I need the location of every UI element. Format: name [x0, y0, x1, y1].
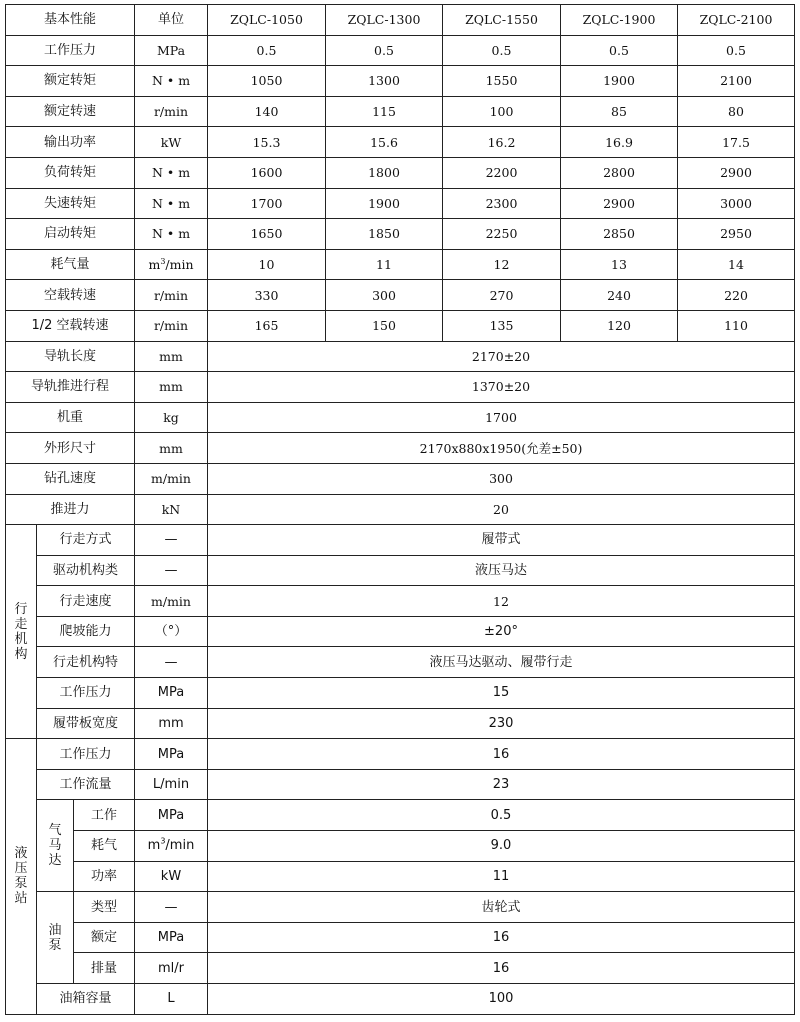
cell-value: 2800: [561, 157, 678, 188]
cell-value: 165: [208, 310, 326, 341]
row-label: 额定: [74, 922, 135, 953]
cell-value: 230: [208, 708, 795, 739]
row-label: 钻孔速度: [6, 463, 135, 494]
cell-value: 15.3: [208, 127, 326, 158]
row-label: 1/2 空载转速: [6, 310, 135, 341]
row-unit: kW: [135, 127, 208, 158]
cell-value: 23: [208, 769, 795, 800]
cell-value: 0.5: [208, 35, 326, 66]
header-unit: 单位: [135, 5, 208, 36]
table-row: [6, 892, 795, 923]
cell-value: 16.9: [561, 127, 678, 158]
cell-value: 100: [208, 984, 795, 1015]
row-label: 油箱容量: [37, 984, 135, 1015]
cell-value: 16.2: [443, 127, 561, 158]
cell-value: 1900: [326, 188, 443, 219]
cell-value: 2100: [678, 66, 795, 97]
row-label: 类型: [74, 892, 135, 923]
cell-value: 14: [678, 249, 795, 280]
subgroup-label-oil-pump: 油泵: [37, 892, 74, 984]
row-unit: mm: [135, 433, 208, 464]
table-row: [6, 433, 795, 464]
row-unit: $m^3/\min$: [135, 249, 208, 280]
cell-value: 17.5: [678, 127, 795, 158]
row-unit: r/min: [135, 280, 208, 311]
cell-value: 220: [678, 280, 795, 311]
row-unit: mm: [135, 708, 208, 739]
table-row: [6, 953, 795, 984]
header-model: ZQLC-1900: [561, 5, 678, 36]
cell-value: 16: [208, 953, 795, 984]
row-label: 工作流量: [37, 769, 135, 800]
cell-value: 11: [208, 861, 795, 892]
cell-value: 9.0: [208, 831, 795, 862]
cell-value: 110: [678, 310, 795, 341]
row-label: 功率: [74, 861, 135, 892]
row-label: 耗气量: [6, 249, 135, 280]
cell-value: 1700: [208, 402, 795, 433]
table-row: [6, 310, 795, 341]
row-label: 工作压力: [37, 739, 135, 770]
row-unit: MPa: [135, 800, 208, 831]
subgroup-label-air-motor: 气马达: [37, 800, 74, 892]
cell-value: 1550: [443, 66, 561, 97]
table-row: [6, 96, 795, 127]
row-unit: N • m: [135, 157, 208, 188]
row-unit: —: [135, 892, 208, 923]
row-label: 排量: [74, 953, 135, 984]
header-performance: 基本性能: [6, 5, 135, 36]
cell-value: 液压马达: [208, 555, 795, 586]
group-label-travel: 行走机构: [6, 525, 37, 739]
cell-value: 13: [561, 249, 678, 280]
row-unit: MPa: [135, 922, 208, 953]
cell-value: 2170x880x1950(允差±50): [208, 433, 795, 464]
row-label: 行走方式: [37, 525, 135, 556]
row-unit: m/min: [135, 463, 208, 494]
table-row: [6, 861, 795, 892]
row-unit: r/min: [135, 96, 208, 127]
table-row: [6, 66, 795, 97]
table-row: [6, 800, 795, 831]
cell-value: 135: [443, 310, 561, 341]
cell-value: 1600: [208, 157, 326, 188]
table-row: [6, 586, 795, 617]
spec-table: [5, 4, 795, 1015]
cell-value: 15.6: [326, 127, 443, 158]
row-unit: —: [135, 555, 208, 586]
table-row: [6, 647, 795, 678]
row-unit: $m^3/\min$: [135, 831, 208, 862]
cell-value: 10: [208, 249, 326, 280]
cell-value: 270: [443, 280, 561, 311]
cell-value: 16: [208, 739, 795, 770]
cell-value: 300: [208, 463, 795, 494]
group-label-pump-station: 液压泵站: [6, 739, 37, 1014]
row-unit: kN: [135, 494, 208, 525]
table-row: [6, 708, 795, 739]
cell-value: 1050: [208, 66, 326, 97]
cell-value: 液压马达驱动、履带行走: [208, 647, 795, 678]
cell-value: 2170±20: [208, 341, 795, 372]
row-label: 履带板宽度: [37, 708, 135, 739]
cell-value: 1700: [208, 188, 326, 219]
row-label: 额定转矩: [6, 66, 135, 97]
row-label: 工作压力: [37, 678, 135, 709]
table-row: [6, 678, 795, 709]
row-unit: mm: [135, 341, 208, 372]
cell-value: 履带式: [208, 525, 795, 556]
header-model: ZQLC-1300: [326, 5, 443, 36]
cell-value: 0.5: [208, 800, 795, 831]
row-unit: MPa: [135, 678, 208, 709]
cell-value: 11: [326, 249, 443, 280]
table-row: [6, 616, 795, 647]
table-row: [6, 280, 795, 311]
cell-value: 140: [208, 96, 326, 127]
row-label: 输出功率: [6, 127, 135, 158]
table-row: [6, 219, 795, 250]
cell-value: 齿轮式: [208, 892, 795, 923]
table-row: [6, 831, 795, 862]
table-row: [6, 127, 795, 158]
table-row: [6, 922, 795, 953]
row-label: 负荷转矩: [6, 157, 135, 188]
cell-value: 80: [678, 96, 795, 127]
header-row: [6, 5, 795, 36]
cell-value: 300: [326, 280, 443, 311]
table-row: [6, 35, 795, 66]
row-label: 行走速度: [37, 586, 135, 617]
table-row: [6, 341, 795, 372]
table-row: [6, 769, 795, 800]
row-label: 失速转矩: [6, 188, 135, 219]
cell-value: 2250: [443, 219, 561, 250]
row-label: 空载转速: [6, 280, 135, 311]
row-unit: N • m: [135, 219, 208, 250]
row-label: 推进力: [6, 494, 135, 525]
cell-value: 330: [208, 280, 326, 311]
cell-value: 120: [561, 310, 678, 341]
table-row: [6, 494, 795, 525]
table-row: [6, 739, 795, 770]
cell-value: 20: [208, 494, 795, 525]
cell-value: 2300: [443, 188, 561, 219]
row-unit: —: [135, 525, 208, 556]
row-unit: N • m: [135, 66, 208, 97]
cell-value: ±20°: [208, 616, 795, 647]
table-row: [6, 984, 795, 1015]
cell-value: 150: [326, 310, 443, 341]
cell-value: 1650: [208, 219, 326, 250]
table-row: [6, 249, 795, 280]
row-unit: —: [135, 647, 208, 678]
cell-value: 2900: [678, 157, 795, 188]
header-model: ZQLC-1550: [443, 5, 561, 36]
row-label: 额定转速: [6, 96, 135, 127]
cell-value: 1800: [326, 157, 443, 188]
row-unit: ml/r: [135, 953, 208, 984]
cell-value: 0.5: [443, 35, 561, 66]
cell-value: 3000: [678, 188, 795, 219]
row-label: 机重: [6, 402, 135, 433]
table-row: [6, 525, 795, 556]
row-label: 工作: [74, 800, 135, 831]
table-row: [6, 188, 795, 219]
cell-value: 240: [561, 280, 678, 311]
row-label: 驱动机构类: [37, 555, 135, 586]
row-unit: kg: [135, 402, 208, 433]
table-row: [6, 402, 795, 433]
cell-value: 1300: [326, 66, 443, 97]
row-unit: N • m: [135, 188, 208, 219]
cell-value: 0.5: [561, 35, 678, 66]
table-row: [6, 372, 795, 403]
row-label: 耗气: [74, 831, 135, 862]
table-row: [6, 157, 795, 188]
row-label: 爬坡能力: [37, 616, 135, 647]
cell-value: 1850: [326, 219, 443, 250]
row-unit: L/min: [135, 769, 208, 800]
table-row: [6, 463, 795, 494]
row-unit: MPa: [135, 35, 208, 66]
cell-value: 15: [208, 678, 795, 709]
cell-value: 115: [326, 96, 443, 127]
cell-value: 16: [208, 922, 795, 953]
row-label: 导轨推进行程: [6, 372, 135, 403]
row-unit: （°）: [135, 616, 208, 647]
cell-value: 1370±20: [208, 372, 795, 403]
row-unit: L: [135, 984, 208, 1015]
cell-value: 2200: [443, 157, 561, 188]
cell-value: 2850: [561, 219, 678, 250]
cell-value: 0.5: [326, 35, 443, 66]
header-model: ZQLC-1050: [208, 5, 326, 36]
cell-value: 85: [561, 96, 678, 127]
row-label: 工作压力: [6, 35, 135, 66]
header-model: ZQLC-2100: [678, 5, 795, 36]
cell-value: 12: [208, 586, 795, 617]
cell-value: 0.5: [678, 35, 795, 66]
row-unit: mm: [135, 372, 208, 403]
row-unit: MPa: [135, 739, 208, 770]
cell-value: 2900: [561, 188, 678, 219]
row-unit: r/min: [135, 310, 208, 341]
row-label: 导轨长度: [6, 341, 135, 372]
row-label: 启动转矩: [6, 219, 135, 250]
cell-value: 12: [443, 249, 561, 280]
row-unit: kW: [135, 861, 208, 892]
table-row: [6, 555, 795, 586]
cell-value: 100: [443, 96, 561, 127]
cell-value: 2950: [678, 219, 795, 250]
row-label: 行走机构特: [37, 647, 135, 678]
row-label: 外形尺寸: [6, 433, 135, 464]
row-unit: m/min: [135, 586, 208, 617]
cell-value: 1900: [561, 66, 678, 97]
